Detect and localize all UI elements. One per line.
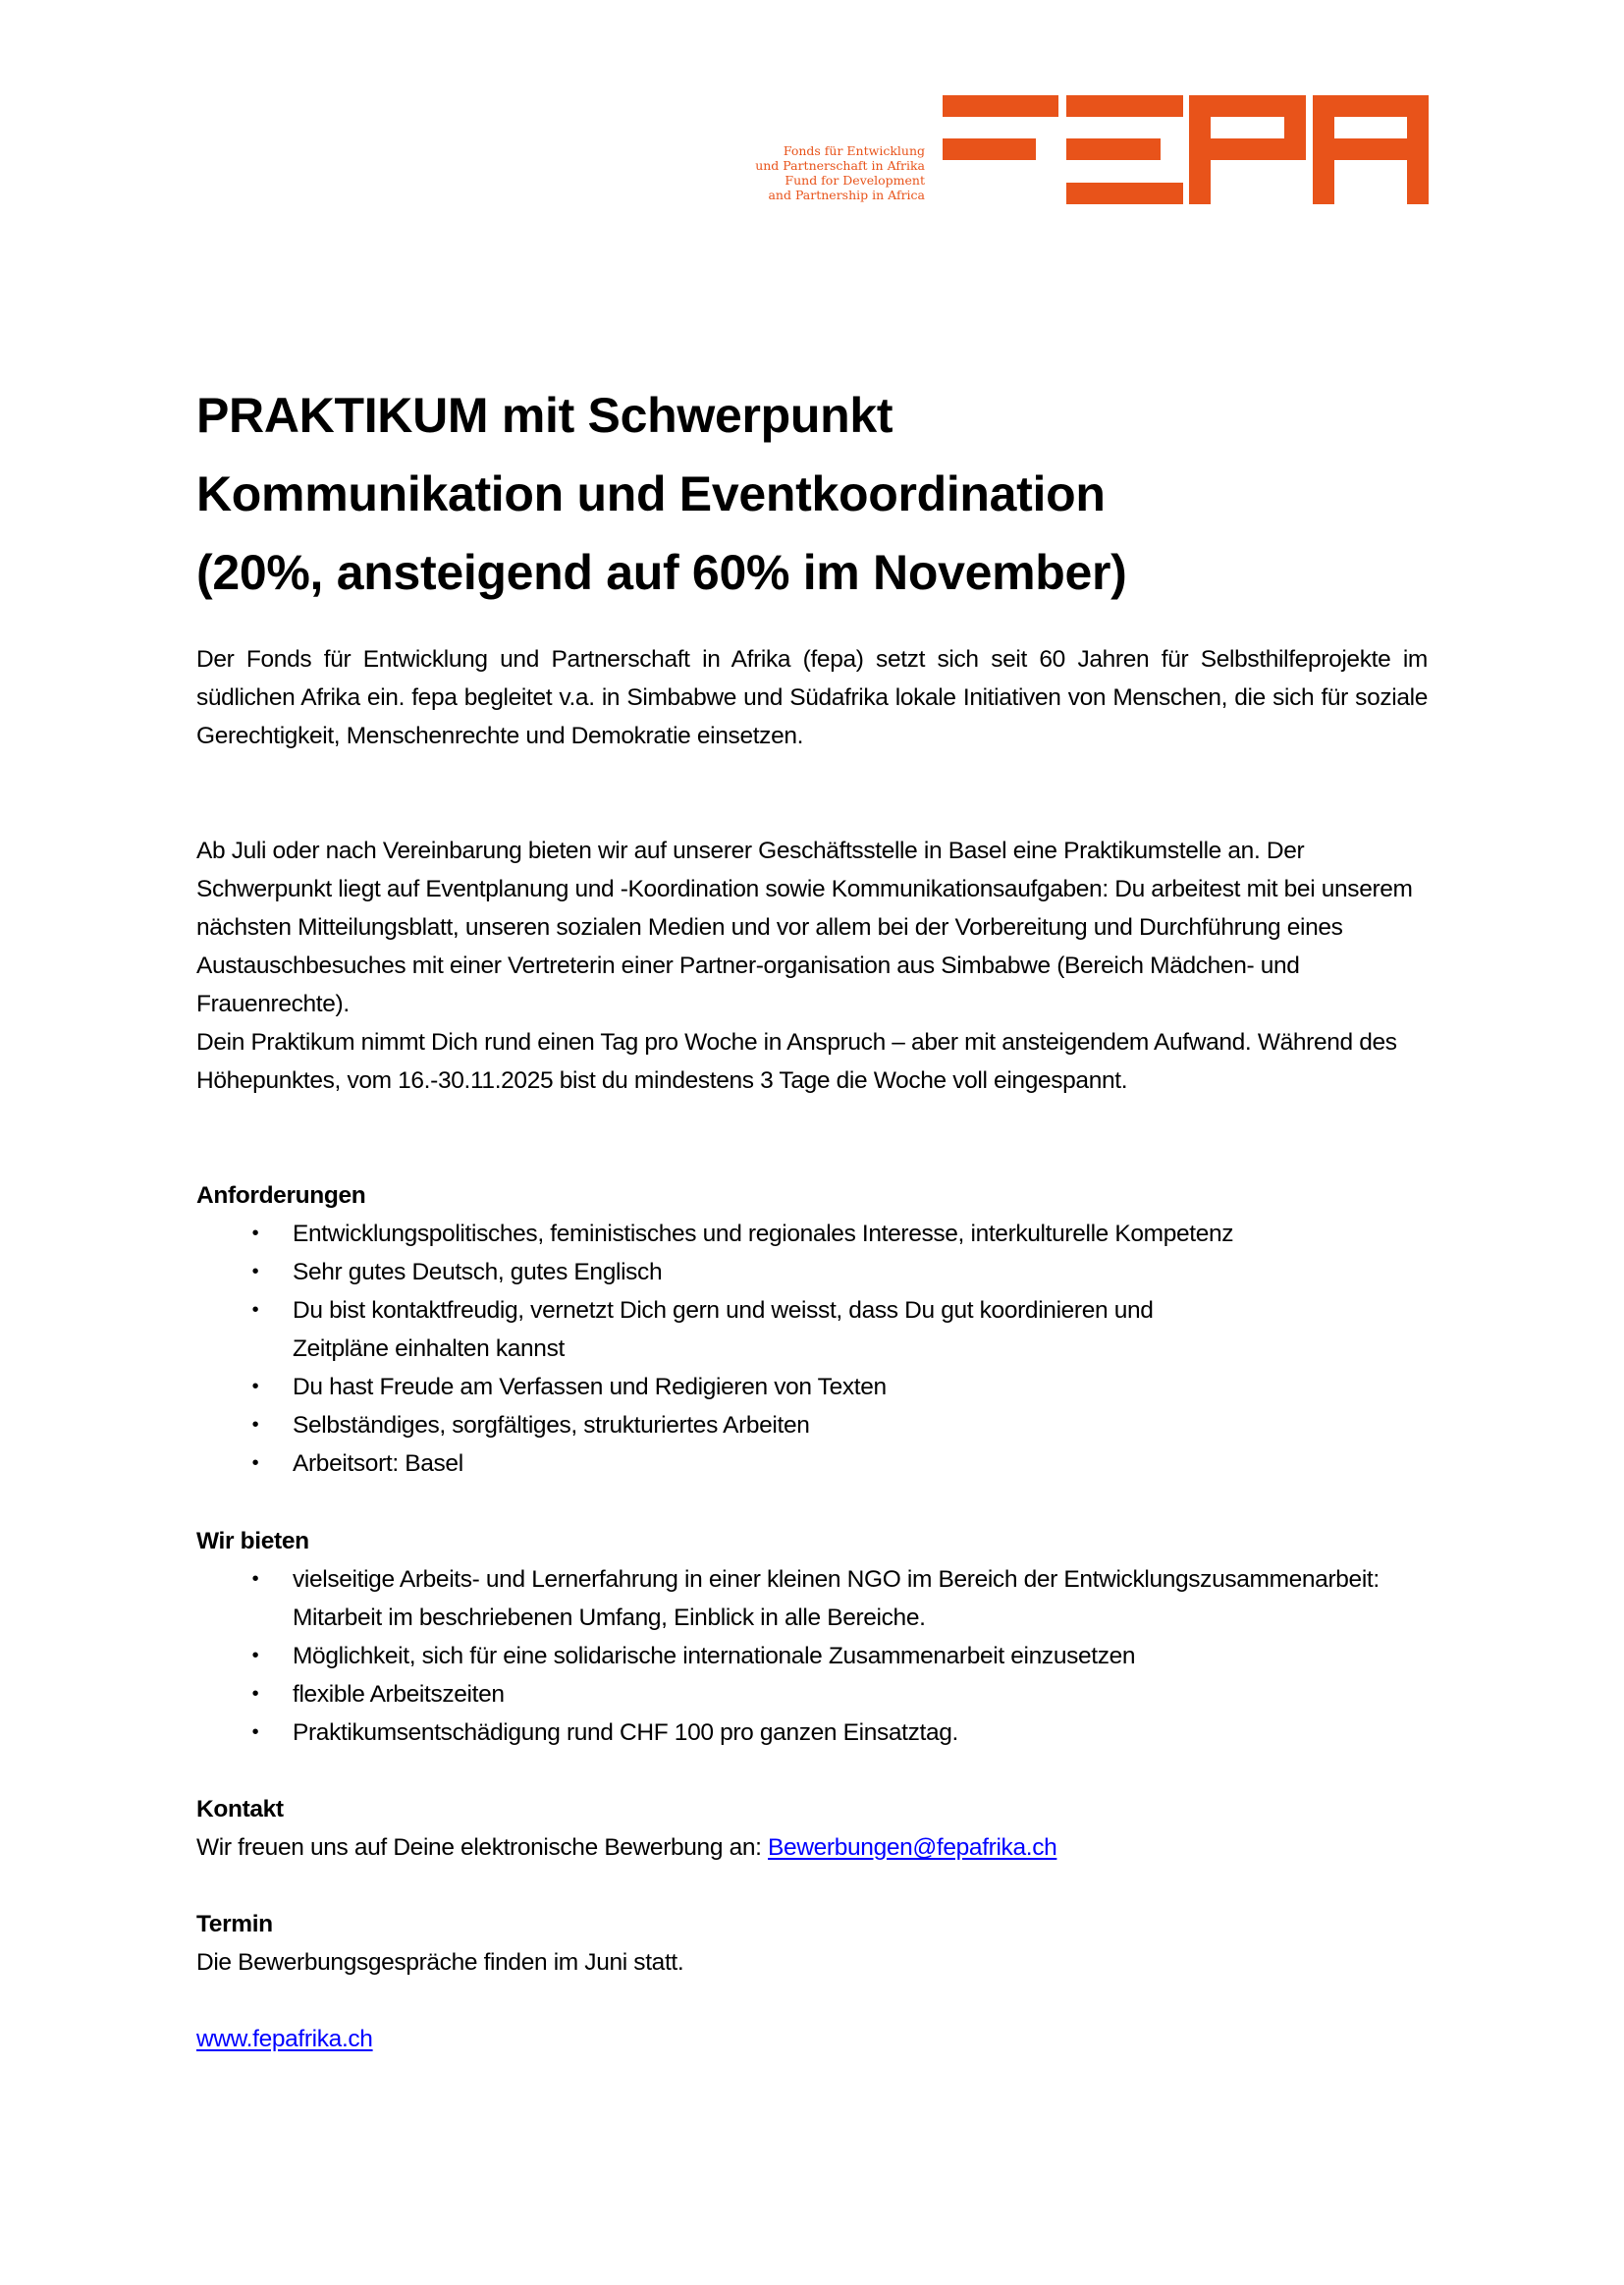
email-link[interactable]: Bewerbungen@fepafrika.ch xyxy=(768,1834,1057,1861)
list-item xyxy=(196,1560,1428,1637)
contact-heading: Kontakt xyxy=(196,1796,284,1823)
offer-heading: Wir bieten xyxy=(196,1528,309,1554)
logo-tagline-line: Fonds für Entwicklung xyxy=(783,143,925,158)
list-item xyxy=(196,1444,1428,1483)
website-link[interactable]: www.fepafrika.ch xyxy=(196,2026,373,2052)
footer-section xyxy=(196,2020,1428,2058)
list-item xyxy=(196,1215,1428,1253)
description-paragraph: Dein Praktikum nimmt Dich rund einen Tag pro Woche in Anspruch – aber mit ansteigendem Aufwand. Während des Höhepunktes, vom 16.-30.11.2025 bist du mindestens 3 Tage die Woche voll eingespannt. xyxy=(196,1029,1397,1094)
offer-section xyxy=(196,1522,1428,1752)
requirements-heading: Anforderungen xyxy=(196,1182,366,1209)
logo-tagline xyxy=(755,143,925,202)
list-item-text: Möglichkeit, sich für eine solidarische internationale Zusammenarbeit einzusetzen xyxy=(293,1643,1136,1669)
fepa-logo xyxy=(0,0,1624,236)
logo-tagline-line: and Partnership in Africa xyxy=(768,188,925,202)
list-item xyxy=(196,1675,1428,1714)
requirements-section xyxy=(196,1176,1428,1483)
title-line: Kommunikation und Eventkoordination xyxy=(196,466,1106,521)
list-item-text: Praktikumsentschädigung rund CHF 100 pro ganzen Einsatztag. xyxy=(293,1719,958,1746)
list-item-text: Arbeitsort: Basel xyxy=(293,1450,463,1477)
list-item xyxy=(196,1714,1428,1752)
bullet-icon: • xyxy=(251,1645,259,1666)
list-item xyxy=(196,1253,1428,1291)
bullet-icon: • xyxy=(251,1376,259,1397)
list-item-text: Selbständiges, sorgfältiges, strukturiertes Arbeiten xyxy=(293,1412,810,1439)
list-item-text: flexible Arbeitszeiten xyxy=(293,1681,505,1708)
fepa-wordmark-icon xyxy=(943,95,1430,205)
bullet-icon: • xyxy=(251,1568,259,1590)
contact-text xyxy=(196,1828,1428,1867)
list-item xyxy=(196,1637,1428,1675)
description-section xyxy=(196,832,1428,1100)
offer-list xyxy=(196,1560,1428,1752)
bullet-icon: • xyxy=(251,1414,259,1436)
schedule-text: Die Bewerbungsgespräche finden im Juni statt. xyxy=(196,1949,684,1976)
bullet-icon: • xyxy=(251,1299,259,1321)
list-item xyxy=(196,1368,1428,1406)
logo-tagline-line: Fund for Development xyxy=(785,173,925,188)
requirements-list xyxy=(196,1215,1428,1483)
contact-label: Wir freuen uns auf Deine elektronische Bewerbung an: xyxy=(196,1834,769,1861)
page-title xyxy=(196,376,1428,612)
list-item-text: Du bist kontaktfreudig, vernetzt Dich gern und weisst, dass Du gut koordinieren und Zeitpläne einhalten kannst xyxy=(293,1297,1154,1362)
bullet-icon: • xyxy=(251,1223,259,1244)
title-line: PRAKTIKUM mit Schwerpunkt xyxy=(196,388,893,443)
list-item-text: Sehr gutes Deutsch, gutes Englisch xyxy=(293,1259,663,1285)
contact-section xyxy=(196,1790,1428,1867)
description-paragraph: Ab Juli oder nach Vereinbarung bieten wir auf unserer Geschäftsstelle in Basel eine Praktikumstelle an. Der Schwerpunkt liegt auf Eventplanung und -Koordination sowie Kommunikationsaufgaben: Du arbeitest mit bei unserem nächsten Mitteilungsblatt, unseren sozialen Medien und vor allem bei der Vorbereitung und Durchführung eines Austauschbesuches mit einer Vertreterin einer Partner-organisation aus Simbabwe (Bereich Mädchen- und Frauenrechte). xyxy=(196,838,1413,1017)
bullet-icon: • xyxy=(251,1683,259,1705)
intro-section xyxy=(196,640,1428,755)
list-item-text: vielseitige Arbeits- und Lernerfahrung in einer kleinen NGO im Bereich der Entwicklungszusammenarbeit: Mitarbeit im beschriebenen Umfang, Einblick in alle Bereiche. xyxy=(293,1566,1380,1631)
schedule-heading: Termin xyxy=(196,1911,273,1937)
bullet-icon: • xyxy=(251,1721,259,1743)
list-item-text: Du hast Freude am Verfassen und Redigieren von Texten xyxy=(293,1374,887,1400)
bullet-icon: • xyxy=(251,1452,259,1474)
list-item xyxy=(196,1291,1428,1368)
title-line: (20%, ansteigend auf 60% im November) xyxy=(196,545,1127,600)
bullet-icon: • xyxy=(251,1261,259,1282)
logo-tagline-line: und Partnerschaft in Afrika xyxy=(755,158,925,173)
schedule-section xyxy=(196,1905,1428,1982)
intro-paragraph: Der Fonds für Entwicklung und Partnerschaft in Afrika (fepa) setzt sich seit 60 Jahren für Selbsthilfeprojekte im südlichen Afrika ein. fepa begleitet v.a. in Simbabwe und Südafrika lokale Initiativen von Menschen, die sich für soziale Gerechtigkeit, Menschenrechte und Demokratie einsetzen. xyxy=(196,646,1428,749)
list-item-text: Entwicklungspolitisches, feministisches und regionales Interesse, interkulturelle Kompetenz xyxy=(293,1221,1234,1247)
list-item xyxy=(196,1406,1428,1444)
